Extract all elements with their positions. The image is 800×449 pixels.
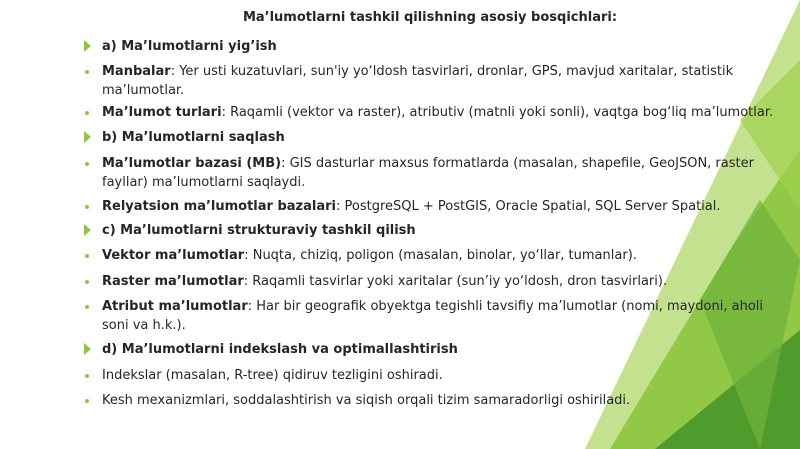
dot-bullet-icon <box>85 162 89 166</box>
section-heading: a) Ma’lumotlarni yig’ish <box>84 37 774 56</box>
dot-bullet-icon <box>85 70 89 74</box>
dot-bullet-icon <box>85 254 89 258</box>
triangle-bullet-icon <box>84 131 91 143</box>
dot-bullet-icon <box>85 280 89 284</box>
list-item: Atribut ma’lumotlar: Har bir geografik obyektga tegishli tavsifiy ma’lumotlar (nomi, maydoni, aholi soni va h.k.). <box>84 297 774 335</box>
dot-bullet-icon <box>85 111 89 115</box>
triangle-bullet-icon <box>84 40 91 52</box>
section-heading: b) Ma’lumotlarni saqlash <box>84 128 774 147</box>
triangle-bullet-icon <box>84 343 91 355</box>
list-item: Relyatsion ma’lumotlar bazalari: PostgreSQL + PostGIS, Oracle Spatial, SQL Server Spatial. <box>84 197 774 216</box>
list-item: Kesh mexanizmlari, soddalashtirish va siqish orqali tizim samaradorligi oshiriladi. <box>84 391 774 410</box>
list-item: Manbalar: Yer usti kuzatuvlari, sun'iy yo‘ldosh tasvirlari, dronlar, GPS, mavjud xaritalar, statistik ma’lumotlar. <box>84 62 774 100</box>
dot-bullet-icon <box>85 399 89 403</box>
list-item: Ma’lumot turlari: Raqamli (vektor va raster), atributiv (matnli yoki sonli), vaqtga bog‘liq ma’lumotlar. <box>84 103 774 122</box>
slide-title: Ma’lumotlarni tashkil qilishning asosiy bosqichlari: <box>242 10 618 25</box>
section-heading: c) Ma’lumotlarni strukturaviy tashkil qilish <box>84 221 774 240</box>
dot-bullet-icon <box>85 205 89 209</box>
triangle-bullet-icon <box>84 224 91 236</box>
dot-bullet-icon <box>85 305 89 309</box>
dot-bullet-icon <box>85 374 89 378</box>
list-item: Ma’lumotlar bazasi (MB): GIS dasturlar maxsus formatlarda (masalan, shapefile, GeoJSON, raster fayllar) ma’lumotlarni saqlaydi. <box>84 154 774 192</box>
list-item: Raster ma’lumotlar: Raqamli tasvirlar yoki xaritalar (sun’iy yo‘ldosh, dron tasvirlari). <box>84 272 774 291</box>
list-item: Indekslar (masalan, R-tree) qidiruv tezligini oshiradi. <box>84 366 774 385</box>
section-heading: d) Ma’lumotlarni indekslash va optimallashtirish <box>84 340 774 359</box>
list-item: Vektor ma’lumotlar: Nuqta, chiziq, poligon (masalan, binolar, yo‘llar, tumanlar). <box>84 246 774 265</box>
